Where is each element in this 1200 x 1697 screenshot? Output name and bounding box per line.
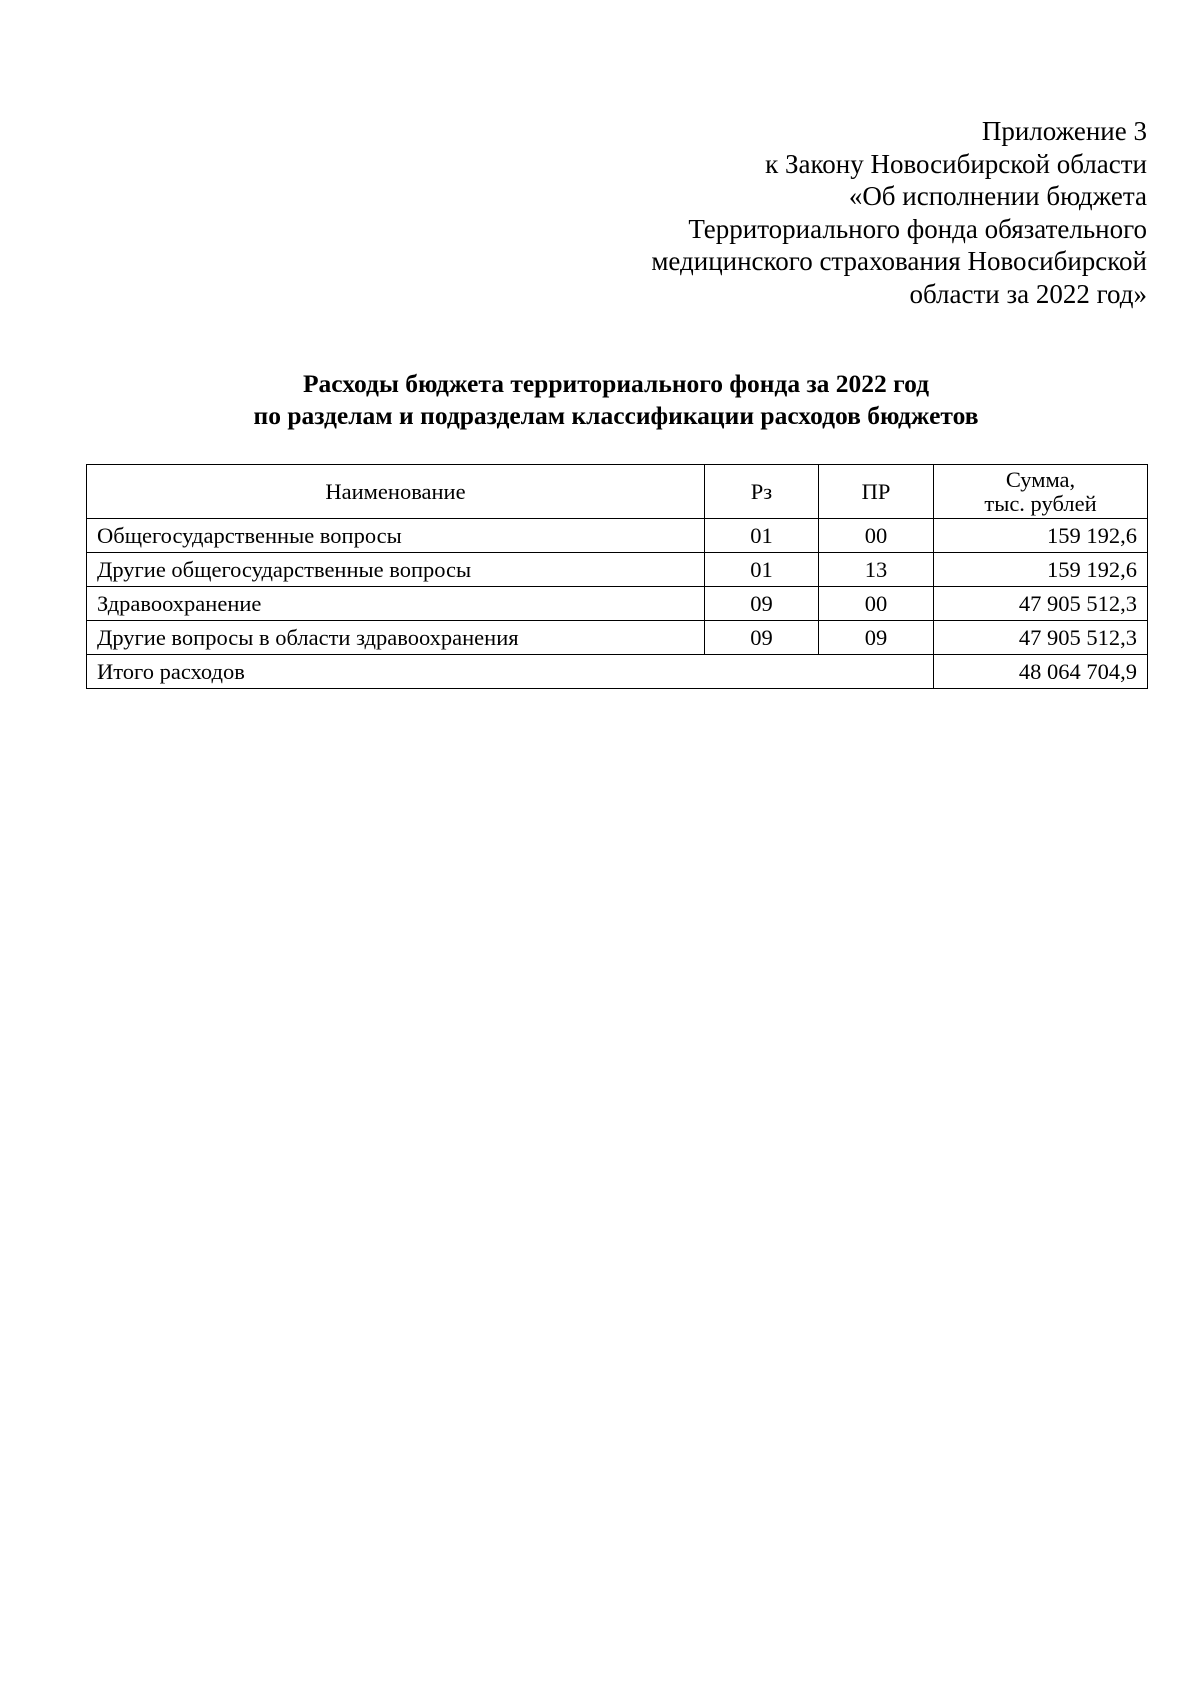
row-rz: 01 <box>705 553 819 587</box>
annex-line: Приложение 3 <box>981 116 1147 146</box>
total-label: Итого расходов <box>87 655 934 689</box>
row-sum: 47 905 512,3 <box>934 587 1148 621</box>
total-row <box>87 655 1148 689</box>
row-rz: 01 <box>705 519 819 553</box>
header-rz: Рз <box>705 465 819 519</box>
header-sum <box>934 465 1148 519</box>
row-name: Другие общегосударственные вопросы <box>87 553 705 587</box>
row-name: Общегосударственные вопросы <box>87 519 705 553</box>
expenses-table <box>86 464 1148 689</box>
annex-line: медицинского страхования Новосибирской <box>651 246 1147 276</box>
table-header-row <box>87 465 1148 519</box>
row-pr: 00 <box>819 587 934 621</box>
table-row <box>87 553 1148 587</box>
header-sum-line-2: тыс. рублей <box>984 490 1097 516</box>
annex-line: области за 2022 год» <box>909 278 1147 309</box>
row-name: Здравоохранение <box>87 587 705 621</box>
title-line-1: Расходы бюджета территориального фонда за 2022 год <box>302 369 930 398</box>
row-sum: 159 192,6 <box>934 519 1148 553</box>
total-sum: 48 064 704,9 <box>934 655 1148 689</box>
row-sum: 47 905 512,3 <box>934 621 1148 655</box>
row-pr: 13 <box>819 553 934 587</box>
annex-line: Территориального фонда обязательного <box>688 213 1147 244</box>
row-rz: 09 <box>705 621 819 655</box>
document-title <box>86 368 1146 432</box>
annex-header <box>507 115 1147 310</box>
row-pr: 00 <box>819 519 934 553</box>
row-name: Другие вопросы в области здравоохранения <box>87 621 705 655</box>
table-row <box>87 621 1148 655</box>
table-row <box>87 587 1148 621</box>
header-sum-line-1: Сумма, <box>1005 466 1076 492</box>
annex-line: «Об исполнении бюджета <box>848 181 1147 211</box>
row-sum: 159 192,6 <box>934 553 1148 587</box>
row-pr: 09 <box>819 621 934 655</box>
table-row <box>87 519 1148 553</box>
header-name: Наименование <box>87 465 705 519</box>
row-rz: 09 <box>705 587 819 621</box>
header-pr: ПР <box>819 465 934 519</box>
title-line-2: по разделам и подразделам классификации расходов бюджетов <box>253 401 979 430</box>
annex-line: к Закону Новосибирской области <box>765 148 1147 179</box>
